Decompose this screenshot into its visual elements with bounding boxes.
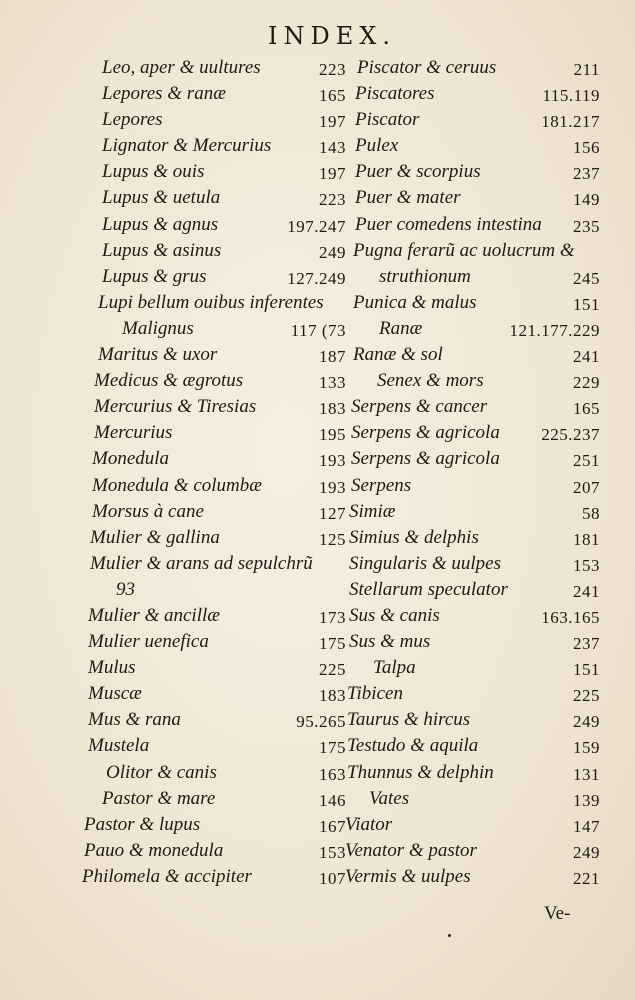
- entry-name: Puer comedens intestina: [355, 213, 542, 235]
- entry-page-number: 249: [319, 242, 346, 262]
- entry-name: Malignus: [122, 317, 194, 339]
- entry-page-number: 193: [319, 477, 346, 497]
- entry-name: Monedula: [92, 448, 170, 470]
- entry-page-number: 127.249: [287, 268, 346, 288]
- index-entry: [343, 107, 600, 133]
- entry-name: Singularis & uulpes: [349, 552, 502, 574]
- entry-page-number: 241: [573, 347, 600, 367]
- entry-name: Lepores: [102, 109, 163, 131]
- entry-page-number: 121.177.229: [509, 320, 600, 340]
- entry-page-number: 115.119: [542, 86, 600, 106]
- entry-name: Testudo & aquila: [347, 735, 479, 757]
- index-entry: [80, 394, 346, 420]
- entry-name: Lupus & ouis: [102, 161, 205, 183]
- page-header: INDEX.: [268, 22, 396, 50]
- entry-name: Ranæ & sol: [353, 344, 443, 366]
- entry-name: Serpens & agricola: [351, 448, 500, 470]
- index-entry: [343, 81, 600, 107]
- index-entry: [343, 55, 600, 81]
- entry-page-number: 245: [573, 268, 600, 288]
- entry-name: Sus & canis: [349, 604, 440, 626]
- entry-page-number: 167: [319, 816, 346, 836]
- index-entry: [80, 81, 346, 107]
- entry-name: 93: [116, 578, 135, 600]
- entry-page-number: 251: [573, 451, 600, 471]
- entry-page-number: 127: [319, 503, 346, 523]
- entry-page-number: 163: [319, 764, 346, 784]
- index-entry: [343, 342, 600, 368]
- index-entry: [343, 264, 600, 290]
- entry-name: Ranæ: [379, 317, 423, 339]
- entry-name: Piscatores: [355, 83, 435, 105]
- entry-page-number: 125: [319, 529, 346, 549]
- index-entry: [343, 733, 600, 759]
- entry-page-number: 147: [573, 816, 600, 836]
- entry-page-number: 187: [319, 347, 346, 367]
- index-entry: [343, 681, 600, 707]
- index-entry: [80, 55, 346, 81]
- entry-name: Piscator: [355, 109, 420, 131]
- entry-page-number: 237: [573, 164, 600, 184]
- index-entry: [343, 655, 600, 681]
- index-entry: [80, 838, 346, 864]
- entry-name: Lupus & grus: [102, 265, 207, 287]
- index-entry: [343, 603, 600, 629]
- entry-name: Talpa: [373, 657, 416, 679]
- entry-name: Mus & rana: [88, 709, 181, 731]
- index-entry: [343, 159, 600, 185]
- index-entry: [343, 420, 600, 446]
- entry-page-number: 183: [319, 399, 346, 419]
- index-entry: [80, 812, 346, 838]
- index-entry: [343, 446, 600, 472]
- entry-name: Muscæ: [88, 683, 142, 705]
- index-entry: [343, 812, 600, 838]
- entry-page-number: 175: [319, 634, 346, 654]
- entry-name: Serpens & cancer: [351, 396, 488, 418]
- entry-name: Mulier & ancillæ: [88, 604, 220, 626]
- index-entry: [80, 212, 346, 238]
- index-entry: [80, 420, 346, 446]
- index-entry: [80, 525, 346, 551]
- index-entry: [80, 733, 346, 759]
- entry-name: Simius & delphis: [349, 526, 479, 548]
- entry-name: Mulier uenefica: [88, 631, 209, 653]
- entry-name: Pastor & mare: [102, 787, 216, 809]
- entry-name: Punica & malus: [353, 291, 477, 313]
- index-entry: [80, 368, 346, 394]
- entry-name: Tibicen: [347, 683, 403, 705]
- entry-page-number: 223: [319, 190, 346, 210]
- entry-page-number: 58: [582, 503, 600, 523]
- entry-page-number: 149: [573, 190, 600, 210]
- index-entry: [80, 577, 346, 603]
- entry-name: Pulex: [355, 135, 399, 157]
- index-entry: [80, 159, 346, 185]
- entry-page-number: 151: [573, 294, 600, 314]
- entry-page-number: 131: [573, 764, 600, 784]
- index-entry: [80, 238, 346, 264]
- index-entry: [343, 838, 600, 864]
- catchword: Ve-: [544, 903, 571, 924]
- entry-name: Taurus & hircus: [347, 709, 471, 731]
- entry-page-number: 223: [319, 60, 346, 79]
- entry-name: Olitor & canis: [106, 761, 217, 783]
- index-entry: [80, 551, 346, 577]
- entry-name: Leo, aper & uultures: [102, 57, 261, 78]
- entry-page-number: 211: [573, 60, 600, 79]
- entry-name: Mustela: [88, 735, 150, 757]
- entry-name: Mercurius: [94, 422, 173, 444]
- entry-name: Mercurius & Tiresias: [94, 396, 257, 418]
- index-entry: [343, 525, 600, 551]
- entry-page-number: 237: [573, 634, 600, 654]
- entry-name: Lupus & asinus: [102, 239, 222, 261]
- entry-name: Vermis & uulpes: [345, 865, 471, 887]
- entry-page-number: 156: [573, 138, 600, 158]
- index-entry: [80, 707, 346, 733]
- index-entry: [80, 603, 346, 629]
- entry-page-number: 153: [319, 842, 346, 862]
- entry-name: Lupus & agnus: [102, 213, 219, 235]
- index-entry: [80, 342, 346, 368]
- entry-name: Lignator & Mercurius: [102, 135, 272, 157]
- entry-name: Lepores & ranæ: [102, 83, 226, 105]
- index-entry: [343, 394, 600, 420]
- index-entry: [343, 133, 600, 159]
- entry-page-number: 249: [573, 712, 600, 732]
- index-entry: [80, 629, 346, 655]
- index-entry: [343, 499, 600, 525]
- entry-page-number: 139: [573, 790, 600, 810]
- entry-name: Piscator & ceruus: [357, 57, 497, 78]
- entry-name: Sus & mus: [349, 631, 431, 653]
- entry-name: Serpens & agricola: [351, 422, 500, 444]
- entry-name: Maritus & uxor: [98, 344, 218, 366]
- index-entry: [80, 107, 346, 133]
- entry-page-number: 207: [573, 477, 600, 497]
- entry-name: Simiæ: [349, 500, 396, 522]
- entry-name: Pauo & monedula: [84, 839, 224, 861]
- index-entry: [80, 185, 346, 211]
- entry-name: Senex & mors: [377, 370, 484, 392]
- entry-page-number: 151: [573, 660, 600, 680]
- index-entry: [80, 264, 346, 290]
- index-entry: [80, 133, 346, 159]
- entry-name: Mulier & gallina: [90, 526, 220, 548]
- entry-page-number: 195: [319, 425, 346, 445]
- entry-name: Puer & mater: [355, 187, 461, 209]
- entry-page-number: 181: [573, 529, 600, 549]
- entry-page-number: 146: [319, 790, 346, 810]
- entry-name: Venator & pastor: [345, 839, 477, 861]
- entry-page-number: 249: [573, 842, 600, 862]
- index-entry: [80, 786, 346, 812]
- index-entry: [343, 238, 600, 264]
- index-entry: [343, 212, 600, 238]
- entry-page-number: 165: [573, 399, 600, 419]
- index-entry: [80, 499, 346, 525]
- entry-page-number: 173: [319, 607, 346, 627]
- entry-name: Monedula & columbæ: [92, 474, 262, 496]
- entry-name: struthionum: [379, 265, 471, 287]
- index-entry: [343, 577, 600, 603]
- entry-page-number: 197: [319, 164, 346, 184]
- entry-page-number: 225.237: [541, 425, 600, 445]
- index-entry: [343, 368, 600, 394]
- index-entry: [80, 446, 346, 472]
- entry-name: Medicus & ægrotus: [94, 370, 244, 392]
- index-entry: [343, 473, 600, 499]
- entry-name: Lupus & uetula: [102, 187, 221, 209]
- index-entry: [80, 290, 346, 316]
- index-entry: [343, 707, 600, 733]
- entry-name: Thunnus & delphin: [347, 761, 494, 783]
- entry-page-number: 175: [319, 738, 346, 758]
- index-entry: [80, 864, 346, 890]
- entry-page-number: 197: [319, 112, 346, 132]
- entry-name: Serpens: [351, 474, 412, 496]
- index-entry: [343, 290, 600, 316]
- index-entry: [343, 185, 600, 211]
- entry-page-number: 193: [319, 451, 346, 471]
- entry-page-number: 225: [573, 686, 600, 706]
- index-entry: [343, 551, 600, 577]
- entry-name: Mulus: [88, 657, 136, 679]
- entry-name: Stellarum speculator: [349, 578, 508, 600]
- entry-page-number: 225: [319, 660, 346, 680]
- entry-page-number: 153: [573, 555, 600, 575]
- entry-page-number: 133: [319, 373, 346, 393]
- index-entry: [343, 760, 600, 786]
- index-entry: [80, 473, 346, 499]
- index-column-left: [80, 55, 346, 890]
- entry-page-number: 159: [573, 738, 600, 758]
- entry-page-number: 183: [319, 686, 346, 706]
- index-entry: [80, 655, 346, 681]
- entry-name: Puer & scorpius: [355, 161, 481, 183]
- entry-name: Pugna ferarũ ac uolucrum &: [353, 239, 575, 261]
- index-column-right: [343, 55, 600, 890]
- index-entry: [343, 864, 600, 890]
- entry-name: Morsus à cane: [92, 500, 204, 522]
- index-entry: [343, 786, 600, 812]
- entry-name: Mulier & arans ad sepulchrũ: [90, 552, 313, 574]
- entry-page-number: 235: [573, 216, 600, 236]
- index-entry: [80, 316, 346, 342]
- entry-page-number: 197.247: [287, 216, 346, 236]
- entry-page-number: 165: [319, 86, 346, 106]
- entry-page-number: 117 (73: [290, 320, 346, 340]
- index-entry: [343, 629, 600, 655]
- entry-page-number: 95.265: [296, 712, 346, 732]
- entry-name: Pastor & lupus: [84, 813, 201, 835]
- entry-name: Viator: [345, 813, 393, 835]
- entry-page-number: 241: [573, 581, 600, 601]
- entry-page-number: 181.217: [541, 112, 600, 132]
- entry-name: Lupi bellum ouibus inferentes: [98, 291, 324, 313]
- entry-page-number: 163.165: [541, 607, 600, 627]
- index-entry: [80, 760, 346, 786]
- ink-speck: [448, 934, 451, 937]
- entry-page-number: 107: [319, 868, 346, 888]
- entry-name: Vates: [369, 787, 410, 809]
- entry-name: Philomela & accipiter: [82, 865, 252, 887]
- index-entry: [80, 681, 346, 707]
- entry-page-number: 143: [319, 138, 346, 158]
- index-entry: [343, 316, 600, 342]
- entry-page-number: 221: [573, 868, 600, 888]
- entry-page-number: 229: [573, 373, 600, 393]
